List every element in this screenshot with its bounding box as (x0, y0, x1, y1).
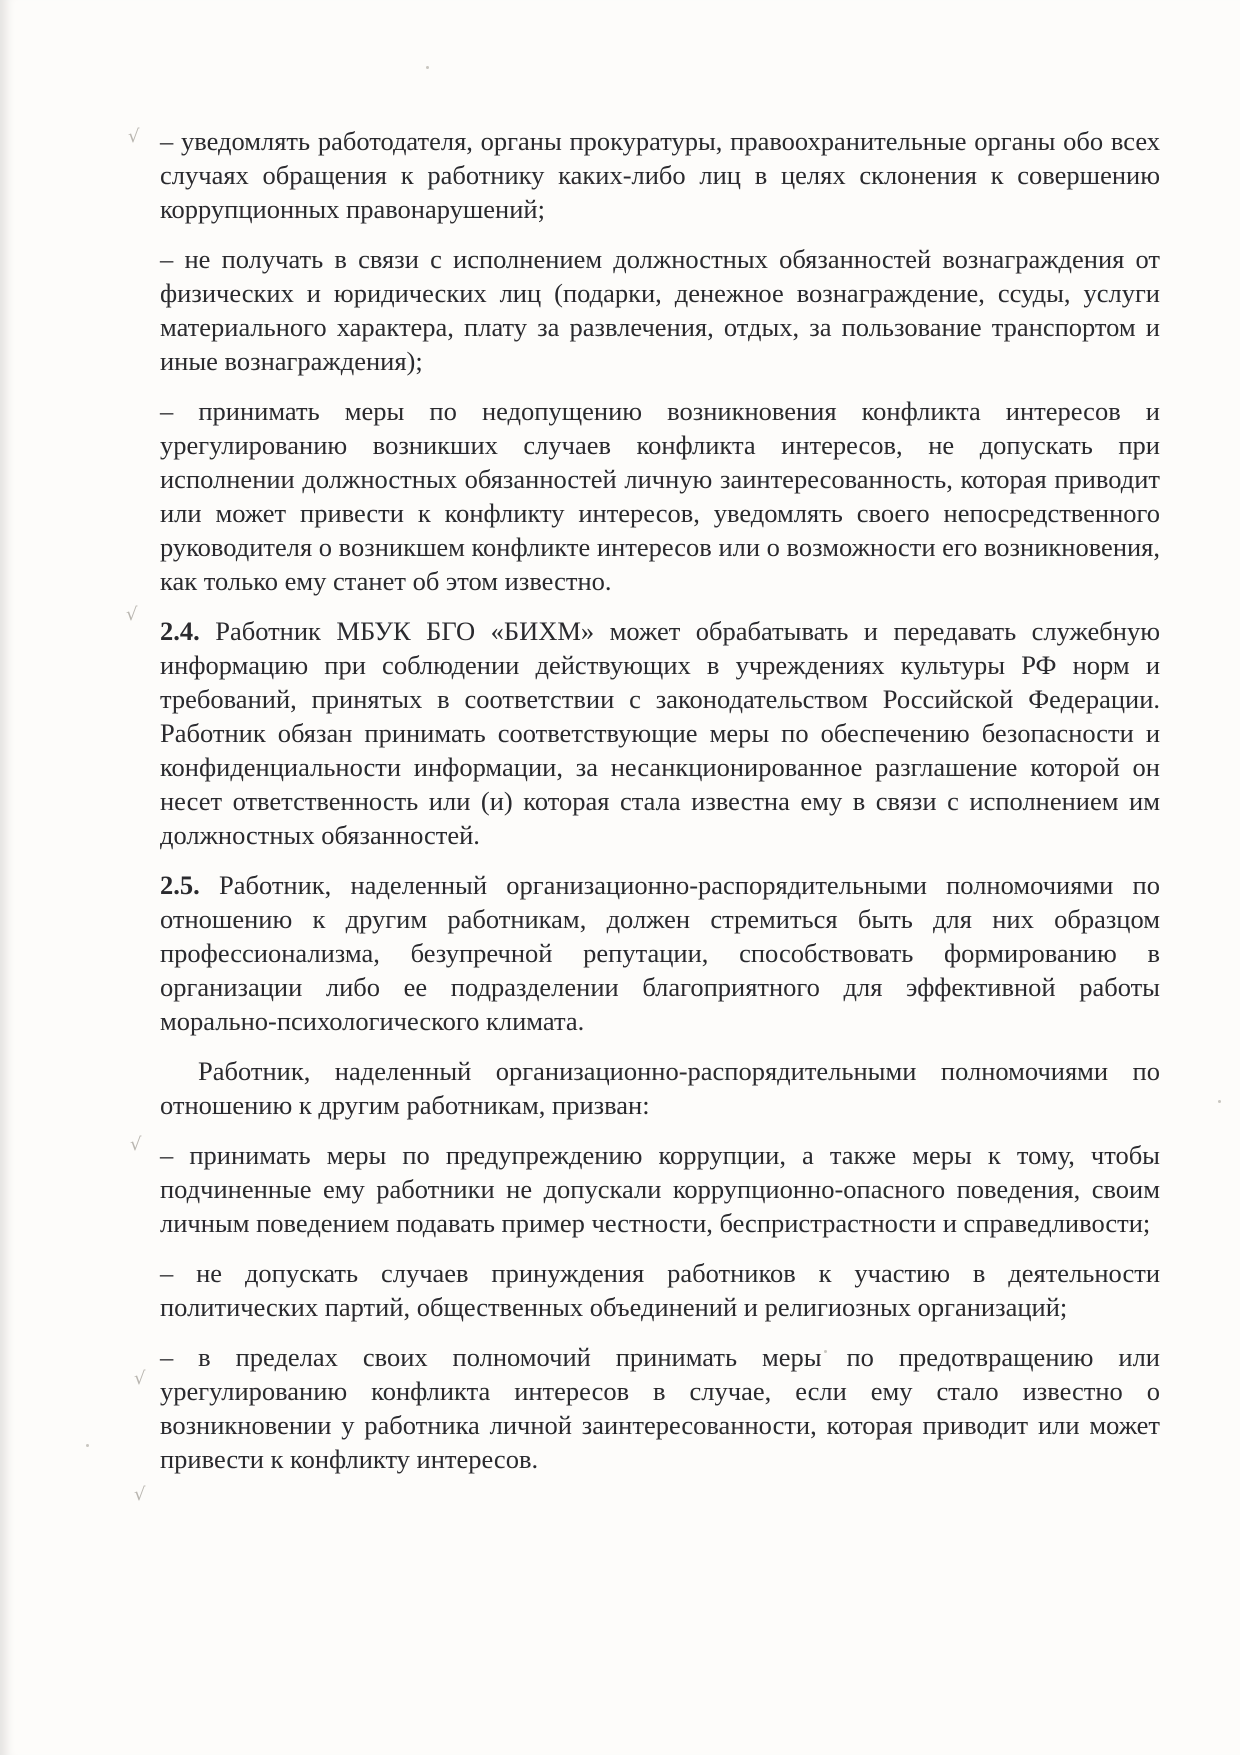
paragraph-text: Работник, наделенный организационно-распорядительными полномочиями по отношению к другим работникам, должен стремиться быть для них образцом профессионализма, безупречной репутации, способствовать формированию в организации либо ее подразделении благоприятного для эффективной работы морально-психологического климата. (160, 870, 1160, 1036)
margin-check-mark: √ (126, 604, 138, 625)
margin-check-mark: √ (134, 1368, 146, 1389)
document-body (160, 124, 1160, 1492)
paragraph-text: – уведомлять работодателя, органы прокуратуры, правоохранительные органы обо всех случаях обращения к работнику каких-либо лиц в целях склонения к совершению коррупционных правонарушений; (160, 126, 1160, 224)
paragraph-text: Работник, наделенный организационно-распорядительными полномочиями по отношению к другим работникам, призван: (160, 1056, 1160, 1120)
section-2-4 (160, 614, 1160, 852)
margin-check-mark: √ (130, 1134, 142, 1155)
margin-check-mark: √ (134, 1484, 146, 1505)
paragraph (160, 124, 1160, 226)
section-number: 2.4. (160, 616, 200, 646)
paragraph (160, 394, 1160, 598)
section-2-5 (160, 868, 1160, 1038)
paragraph (160, 1054, 1160, 1122)
scan-speck (1218, 1100, 1221, 1103)
scan-speck (86, 1444, 89, 1447)
paragraph-text: – не получать в связи с исполнением должностных обязанностей вознаграждения от физических и юридических лиц (подарки, денежное вознаграждение, ссуды, услуги материального характера, плату за развлечения, отдых, за пользование транспортом и иные вознаграждения); (160, 244, 1160, 376)
margin-check-mark: √ (128, 126, 140, 147)
paragraph (160, 1256, 1160, 1324)
paragraph-text: Работник МБУК БГО «БИХМ» может обрабатывать и передавать служебную информацию при соблюдении действующих в учреждениях культуры РФ норм и требований, принятых в соответствии с законодательством Российской Федерации. Работник обязан принимать соответствующие меры по обеспечению безопасности и конфиденциальности информации, за несанкционированное разглашение которой он несет ответственность или (и) которая стала известна ему в связи с исполнением им должностных обязанностей. (160, 616, 1160, 850)
paragraph (160, 1138, 1160, 1240)
paragraph-text: – в пределах своих полномочий принимать меры по предотвращению или урегулированию конфликта интересов в случае, если ему стало известно о возникновении у работника личной заинтересованности, которая приводит или может привести к конфликту интересов. (160, 1342, 1160, 1474)
paragraph-text: – принимать меры по недопущению возникновения конфликта интересов и урегулированию возникших случаев конфликта интересов, не допускать при исполнении должностных обязанностей личную заинтересованность, которая приводит или может привести к конфликту интересов, уведомлять своего непосредственного руководителя о возникшем конфликте интересов или о возможности его возникновения, как только ему станет об этом известно. (160, 396, 1160, 596)
paragraph-text: – не допускать случаев принуждения работников к участию в деятельности политических партий, общественных объединений и религиозных организаций; (160, 1258, 1160, 1322)
scan-speck (426, 66, 429, 69)
section-number: 2.5. (160, 870, 200, 900)
paragraph-text: – принимать меры по предупреждению коррупции, а также меры к тому, чтобы подчиненные ему работники не допускали коррупционно-опасного поведения, своим личным поведением подавать пример честности, беспристрастности и справедливости; (160, 1140, 1160, 1238)
paragraph (160, 242, 1160, 378)
paragraph (160, 1340, 1160, 1476)
